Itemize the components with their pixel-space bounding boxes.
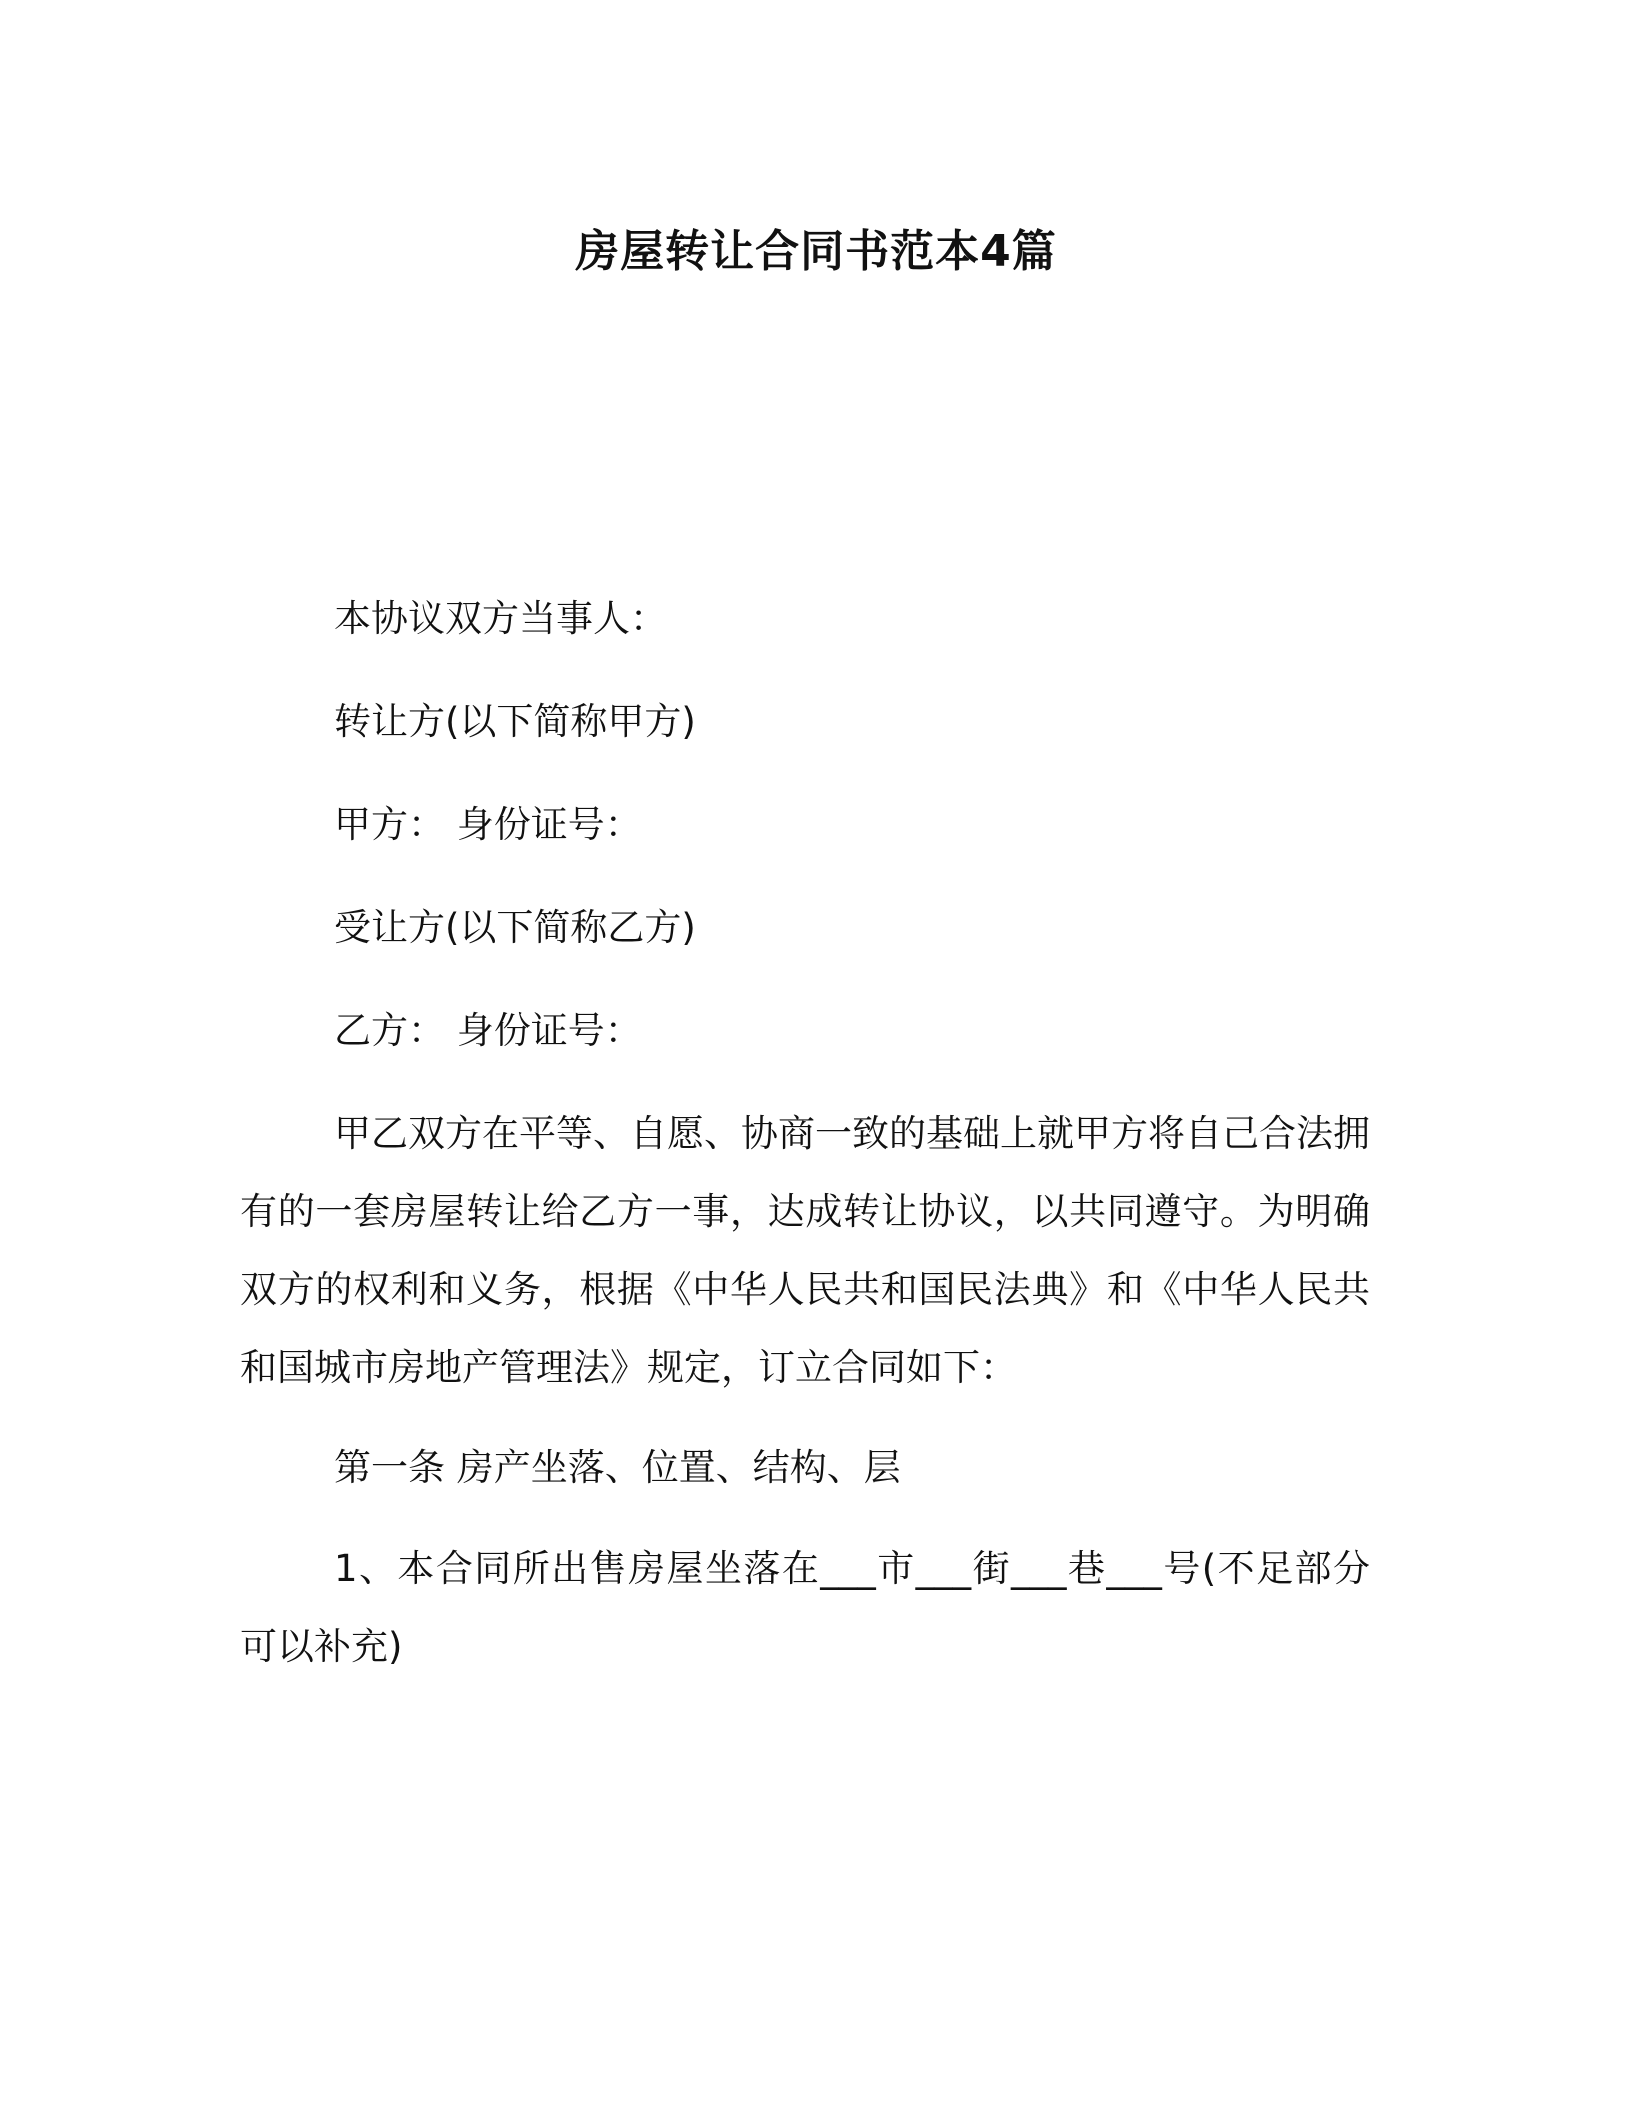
transferor-line: 转让方(以下简称甲方): [334, 700, 696, 743]
parties-heading: 本协议双方当事人：: [334, 597, 667, 640]
transferee-line: 受让方(以下简称乙方): [334, 906, 696, 949]
document-title: 房屋转让合同书范本4篇: [575, 226, 1057, 277]
party-b-id-line: 乙方： 身份证号：: [334, 1009, 642, 1052]
party-a-id-line: 甲方： 身份证号：: [334, 803, 642, 846]
intro-paragraph: 甲乙双方在平等、自愿、协商一致的基础上就甲方将自己合法拥有的一套房屋转让给乙方一事，达成转让协议，以共同遵守。为明确双方的权利和义务，根据《中华人民共和国民法典》和《中华人民共和国城市房地产管理法》规定，订立合同如下：: [240, 1112, 1370, 1389]
article-1-heading: 第一条 房产坐落、位置、结构、层: [334, 1446, 901, 1489]
article-1-item-1: 1、本合同所出售房屋坐落在___市___街___巷___号(不足部分可以补充): [240, 1547, 1370, 1668]
